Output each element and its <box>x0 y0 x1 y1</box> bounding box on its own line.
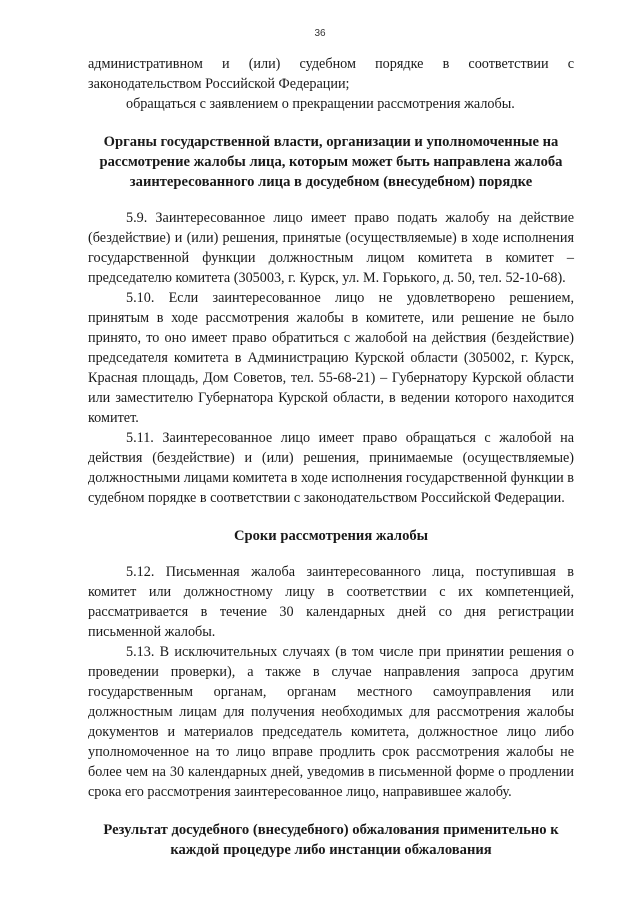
section-heading-review-terms: Сроки рассмотрения жалобы <box>233 528 429 544</box>
intro-paragraph-1: административном и (или) судебном порядке в соответствии с законодательством Российской Федерации; <box>88 56 574 92</box>
section-heading-complaint-bodies: Органы государственной власти, организации и уполномоченные на рассмотрение жалобы лица, которым может быть направлена жалоба заинтересованного лица в досудебном (внесудебном) порядке <box>99 134 563 190</box>
document-body <box>88 54 574 860</box>
paragraph-5-10: 5.10. Если заинтересованное лицо не удовлетворено решением, принятым в ходе рассмотрения жалобы в комитете, или решение не было принято, то оно имеет право обратиться с жалобой на действия (бездействие) председателя комитета в Администрацию Курской области (305002, г. Курск, Красная площадь, Дом Советов, тел. 55-68-21) – Губернатору Курской области или заместителю Губернатора Курской области, в ведении которого находится комитет. <box>88 290 574 426</box>
page-number: 36 <box>314 28 326 39</box>
section-heading-appeal-result: Результат досудебного (внесудебного) обжалования применительно к каждой процедуре либо инстанции обжалования <box>103 822 559 858</box>
paragraph-5-12: 5.12. Письменная жалоба заинтересованного лица, поступившая в комитет или должностному лицу в соответствии с их компетенцией, рассматривается в течение 30 календарных дней со дня регистрации письменной жалобы. <box>88 564 574 640</box>
paragraph-5-9: 5.9. Заинтересованное лицо имеет право подать жалобу на действие (бездействие) и (или) решения, принятые (осуществляемые) в ходе исполнения государственной функции должностным лицом комитета в комитет – председателю комитета (305003, г. Курск, ул. М. Горького, д. 50, тел. 52-10-68). <box>88 210 574 286</box>
paragraph-5-11: 5.11. Заинтересованное лицо имеет право обращаться с жалобой на действия (бездействие) и (или) решения, принимаемые (осуществляемые) должностными лицами комитета в ходе исполнения государственной функции в судебном порядке в соответствии с законодательством Российской Федерации. <box>88 430 575 506</box>
intro-paragraph-2: обращаться с заявлением о прекращении рассмотрения жалобы. <box>126 96 515 112</box>
paragraph-5-13: 5.13. В исключительных случаях (в том числе при принятии решения о проведении проверки), а также в случае направления запроса другим государственным органам, органам местного самоуправления или должностным лицам для получения необходимых для рассмотрения жалобы документов и материалов председатель комитета, должностное лицо либо уполномоченное на то лицо вправе продлить срок рассмотрения жалобы не более чем на 30 календарных дней, уведомив в письменной форме о продлении срока его рассмотрения заинтересованное лицо, направившее жалобу. <box>88 644 574 800</box>
